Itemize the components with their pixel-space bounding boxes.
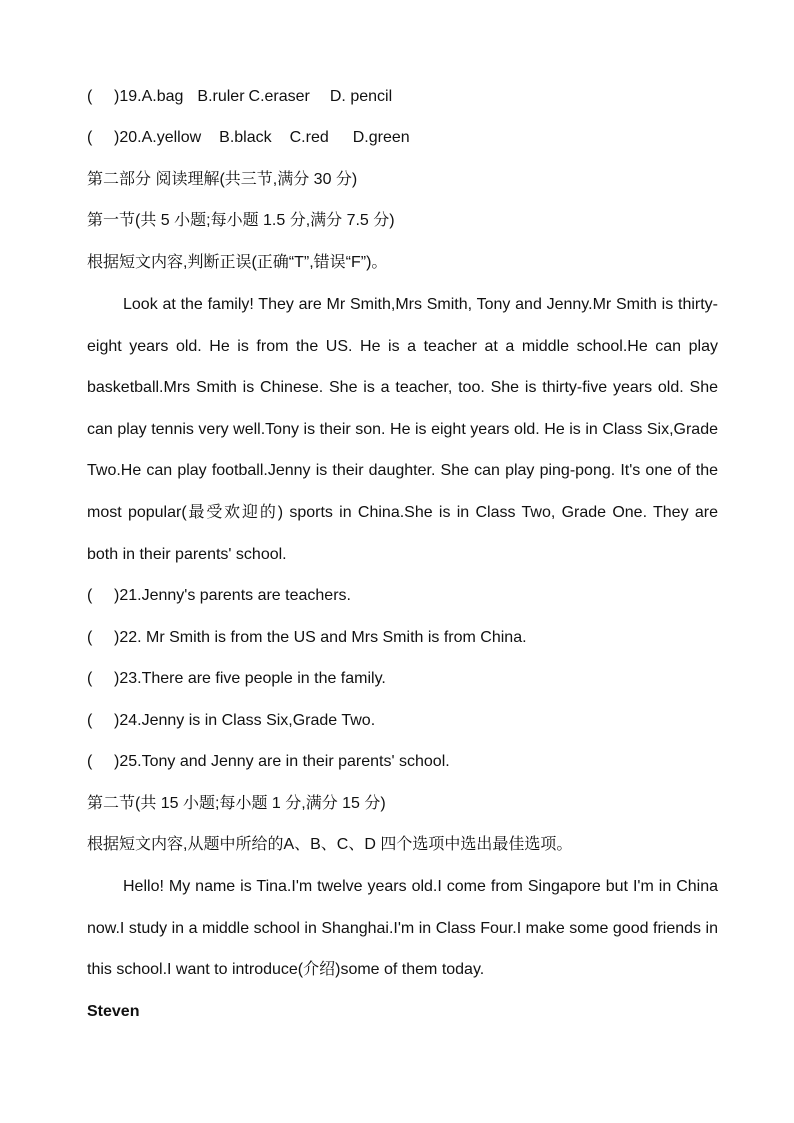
question-text: )21.Jenny's parents are teachers. [114, 587, 351, 604]
answer-blank: ( [87, 129, 93, 146]
question-20 [87, 128, 410, 148]
question-24 [87, 711, 375, 731]
question-21 [87, 586, 351, 606]
question-number: )19. [114, 88, 142, 105]
answer-blank: ( [87, 587, 93, 604]
option-a: A.yellow [141, 129, 202, 146]
option-d: D. pencil [329, 88, 393, 105]
answer-blank: ( [87, 670, 93, 687]
question-number: )20. [114, 129, 142, 146]
part2-title: 第二部分 阅读理解(共三节,满分 30 分) [87, 171, 358, 188]
question-text: )25.Tony and Jenny are in their parents' school. [114, 753, 450, 770]
section2-title: 第二节(共 15 小题;每小题 1 分,满分 15 分) [87, 795, 386, 812]
passage-2 [87, 866, 718, 991]
answer-blank: ( [87, 629, 93, 646]
section1-instruction: 根据短文内容,判断正误(正确“T”,错误“F”)。 [87, 254, 388, 271]
option-c: C.eraser [248, 88, 310, 105]
answer-blank: ( [87, 753, 93, 770]
question-text: )22. Mr Smith is from the US and Mrs Smith is from China. [114, 629, 527, 646]
option-b: B.black [219, 129, 272, 146]
answer-blank: ( [87, 712, 93, 729]
question-22 [87, 628, 527, 648]
question-text: )23.There are five people in the family. [114, 670, 386, 687]
option-b: B.ruler [197, 88, 245, 105]
section2-instruction: 根据短文内容,从题中所给的A、B、C、D 四个选项中选出最佳选项。 [87, 836, 573, 853]
passage-1-text: Look at the family! They are Mr Smith,Mrs Smith, Tony and Jenny.Mr Smith is thirty-eight years old. He is from the US. He is a teacher at a middle school.He can play basketball.Mrs Smith is Chinese. She is a teacher, too. She is thirty-five years old. She can play tennis very well.Tony is their son. He is eight years old. He is in Class Six,Grade Two.He can play football.Jenny is their daughter. She can play ping-pong. It's one of the most popular(最受欢迎的) sports in China.She is in Class Two, Grade One. They are both in their parents' school. [87, 296, 718, 563]
subheading: Steven [87, 1003, 140, 1020]
section1-title: 第一节(共 5 小题;每小题 1.5 分,满分 7.5 分) [87, 212, 395, 229]
passage-2-text: Hello! My name is Tina.I'm twelve years old.I come from Singapore but I'm in China now.I study in a middle school in Shanghai.I'm in Class Four.I make some good friends in this school.I want to introduce(介绍)some of them today. [87, 878, 718, 979]
question-19 [87, 87, 392, 107]
question-text: )24.Jenny is in Class Six,Grade Two. [114, 712, 376, 729]
option-d: D.green [352, 129, 410, 146]
option-c: C.red [289, 129, 329, 146]
answer-blank: ( [87, 88, 93, 105]
question-25 [87, 752, 450, 772]
question-23 [87, 669, 386, 689]
option-a: A.bag [141, 88, 184, 105]
passage-1 [87, 284, 718, 575]
